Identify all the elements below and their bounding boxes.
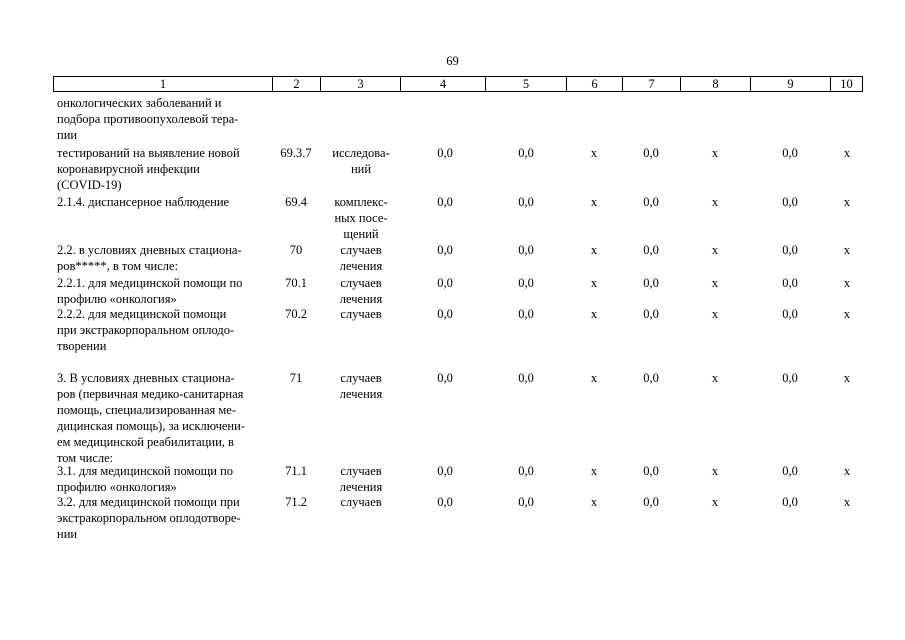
col-5-value: 0,0 [518, 464, 534, 478]
row-unit: случаев лечения [339, 276, 383, 306]
col-5-value: 0,0 [518, 495, 534, 509]
col-9-value: 0,0 [782, 195, 798, 209]
header-col-10: 10 [840, 77, 853, 91]
row-title: тестирований на выявление новой коронавирусной инфекции (COVID-19) [57, 146, 240, 192]
header-col-1: 1 [54, 77, 273, 91]
col-10-value: x [843, 371, 851, 385]
row-code: 70 [289, 243, 303, 257]
col-4-value: 0,0 [437, 146, 453, 160]
col-4-value: 0,0 [437, 243, 453, 257]
row-title: 2.1.4. диспансерное наблюдение [57, 195, 230, 209]
col-8-value: x [711, 195, 719, 209]
col-5-value: 0,0 [518, 243, 534, 257]
row-title: 2.2.1. для медицинской помощи по профилю «онкология» [57, 276, 243, 306]
col-5-value: 0,0 [518, 307, 534, 321]
row-unit: случаев лечения [339, 464, 383, 494]
col-9-value: 0,0 [782, 307, 798, 321]
col-10-value: x [843, 276, 851, 290]
col-8-value: x [711, 307, 719, 321]
row-unit: случаев лечения [339, 243, 383, 273]
col-8-value: x [711, 464, 719, 478]
col-6-value: x [590, 371, 598, 385]
col-7-value: 0,0 [643, 464, 659, 478]
row-title: онкологических заболеваний и подбора противоопухолевой тера- пии [57, 96, 239, 142]
col-9-value: 0,0 [782, 495, 798, 509]
col-8-value: x [711, 495, 719, 509]
row-code: 69.3.7 [280, 146, 312, 160]
col-5-value: 0,0 [518, 146, 534, 160]
col-6-value: x [590, 307, 598, 321]
col-10-value: x [843, 495, 851, 509]
col-8-value: x [711, 146, 719, 160]
col-10-value: x [843, 146, 851, 160]
col-8-value: x [711, 276, 719, 290]
col-7-value: 0,0 [643, 146, 659, 160]
page-number: 69 [446, 54, 459, 68]
header-col-5: 5 [486, 77, 567, 91]
table-header [53, 76, 863, 92]
header-col-6: 6 [567, 77, 623, 91]
col-9-value: 0,0 [782, 371, 798, 385]
row-unit: случаев [340, 495, 382, 509]
col-4-value: 0,0 [437, 195, 453, 209]
col-4-value: 0,0 [437, 307, 453, 321]
col-4-value: 0,0 [437, 464, 453, 478]
col-4-value: 0,0 [437, 371, 453, 385]
row-title: 3.2. для медицинской помощи при экстракорпоральном оплодотворе- нии [57, 495, 241, 541]
row-code: 71.2 [285, 495, 307, 509]
row-unit: случаев [340, 307, 382, 321]
col-7-value: 0,0 [643, 195, 659, 209]
row-code: 70.1 [285, 276, 307, 290]
row-code: 71 [289, 371, 303, 385]
col-4-value: 0,0 [437, 495, 453, 509]
row-title: 2.2. в условиях дневных стациона- ров*****, в том числе: [57, 243, 242, 273]
col-9-value: 0,0 [782, 146, 798, 160]
col-10-value: x [843, 195, 851, 209]
col-5-value: 0,0 [518, 371, 534, 385]
row-unit: случаев лечения [339, 371, 383, 401]
col-9-value: 0,0 [782, 276, 798, 290]
col-7-value: 0,0 [643, 371, 659, 385]
header-col-7: 7 [623, 77, 681, 91]
header-col-3: 3 [321, 77, 401, 91]
header-col-8: 8 [681, 77, 751, 91]
row-code: 69.4 [285, 195, 307, 209]
row-code: 71.1 [285, 464, 307, 478]
col-6-value: x [590, 495, 598, 509]
col-6-value: x [590, 464, 598, 478]
col-10-value: x [843, 243, 851, 257]
col-7-value: 0,0 [643, 276, 659, 290]
col-10-value: x [843, 464, 851, 478]
row-unit: комплекс- ных посе- щений [334, 195, 388, 241]
header-col-4: 4 [401, 77, 486, 91]
row-title: 2.2.2. для медицинской помощи при экстракорпоральном оплодо- творении [57, 307, 235, 353]
col-6-value: x [590, 195, 598, 209]
col-6-value: x [590, 276, 598, 290]
header-col-9: 9 [751, 77, 831, 91]
col-6-value: x [590, 243, 598, 257]
col-7-value: 0,0 [643, 495, 659, 509]
col-9-value: 0,0 [782, 464, 798, 478]
header-col-2: 2 [273, 77, 321, 91]
col-8-value: x [711, 243, 719, 257]
row-code: 70.2 [285, 307, 307, 321]
col-4-value: 0,0 [437, 276, 453, 290]
col-9-value: 0,0 [782, 243, 798, 257]
col-6-value: x [590, 146, 598, 160]
col-7-value: 0,0 [643, 307, 659, 321]
row-title: 3. В условиях дневных стациона- ров (первичная медико-санитарная помощь, специализированная ме- дицинская помощь), за исключени- ем медицинской реабилитации, в том числе: [57, 371, 245, 465]
row-title: 3.1. для медицинской помощи по профилю «онкология» [57, 464, 234, 494]
col-5-value: 0,0 [518, 195, 534, 209]
col-10-value: x [843, 307, 851, 321]
row-unit: исследова- ний [332, 146, 390, 176]
col-7-value: 0,0 [643, 243, 659, 257]
col-5-value: 0,0 [518, 276, 534, 290]
col-8-value: x [711, 371, 719, 385]
